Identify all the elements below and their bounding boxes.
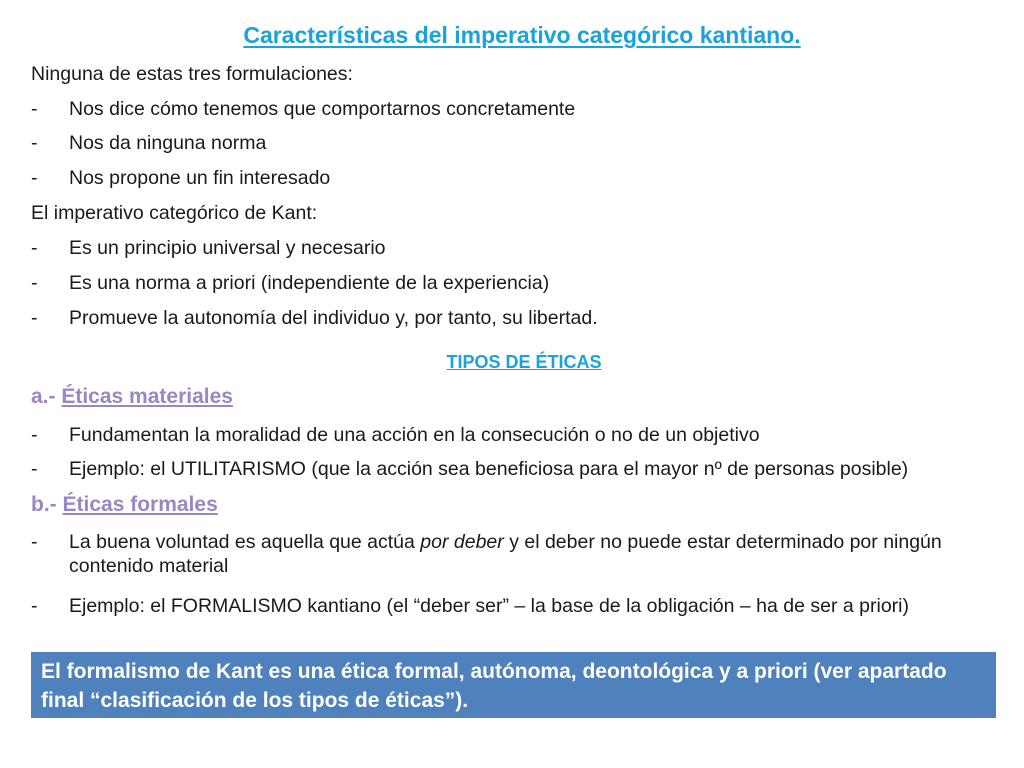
bullet-dash: - bbox=[31, 132, 38, 154]
bullet-dash: - bbox=[31, 167, 38, 189]
bullet-dash: - bbox=[31, 98, 38, 120]
list-item bbox=[31, 271, 1021, 295]
bullet-dash: - bbox=[31, 307, 38, 329]
section-prefix: a.- bbox=[31, 385, 62, 408]
section-label: Éticas formales bbox=[62, 493, 218, 516]
bullet-dash: - bbox=[31, 458, 38, 480]
list-item bbox=[31, 236, 1021, 260]
list-item bbox=[31, 594, 1021, 618]
list-item bbox=[31, 97, 1021, 121]
list-item bbox=[31, 166, 1021, 190]
list-item bbox=[31, 457, 1021, 481]
bullet-dash: - bbox=[31, 531, 38, 553]
list-item-text: Fundamentan la moralidad de una acción en la consecución o no de un objetivo bbox=[69, 424, 760, 446]
list-item bbox=[31, 423, 1021, 447]
section-prefix: b.- bbox=[31, 493, 63, 516]
types-heading: TIPOS DE ÉTICAS bbox=[446, 352, 602, 372]
section-heading-material bbox=[31, 385, 233, 409]
list-item-text bbox=[69, 530, 1021, 578]
list-item-text: Ejemplo: el FORMALISMO kantiano (el “deber ser” – la base de la obligación – ha de ser a priori) bbox=[69, 595, 909, 617]
section-label: Éticas materiales bbox=[61, 385, 233, 408]
list-item bbox=[31, 131, 1021, 155]
intro-formulations: Ninguna de estas tres formulaciones: bbox=[31, 63, 353, 85]
section-heading-formal bbox=[31, 493, 218, 517]
list-item-text: Es un principio universal y necesario bbox=[69, 237, 386, 259]
text-segment: y el deber no puede estar determinado por ningún contenido material bbox=[69, 531, 942, 577]
emphasis-text: por deber bbox=[420, 531, 504, 553]
list-item-text: Ejemplo: el UTILITARISMO (que la acción sea beneficiosa para el mayor nº de personas posible) bbox=[69, 458, 909, 480]
list-item-text: Es una norma a priori (independiente de la experiencia) bbox=[69, 272, 550, 294]
list-item bbox=[31, 306, 1021, 330]
bullet-dash: - bbox=[31, 595, 38, 617]
text-segment: La buena voluntad es aquella que actúa bbox=[69, 531, 421, 553]
summary-callout: El formalismo de Kant es una ética formal, autónoma, deontológica y a priori (ver apartado final “clasificación de los tipos de éticas”). bbox=[31, 652, 996, 718]
bullet-dash: - bbox=[31, 272, 38, 294]
intro-kant: El imperativo categórico de Kant: bbox=[31, 202, 318, 224]
list-item-text: Nos da ninguna norma bbox=[69, 132, 267, 154]
bullet-dash: - bbox=[31, 237, 38, 259]
list-item-text: Nos dice cómo tenemos que comportarnos concretamente bbox=[69, 98, 576, 120]
slide-title: Características del imperativo categórico kantiano. bbox=[243, 22, 801, 48]
list-item-text: Nos propone un fin interesado bbox=[69, 167, 331, 189]
list-item bbox=[31, 530, 1021, 578]
bullet-dash: - bbox=[31, 424, 38, 446]
list-item-text: Promueve la autonomía del individuo y, por tanto, su libertad. bbox=[69, 307, 598, 329]
